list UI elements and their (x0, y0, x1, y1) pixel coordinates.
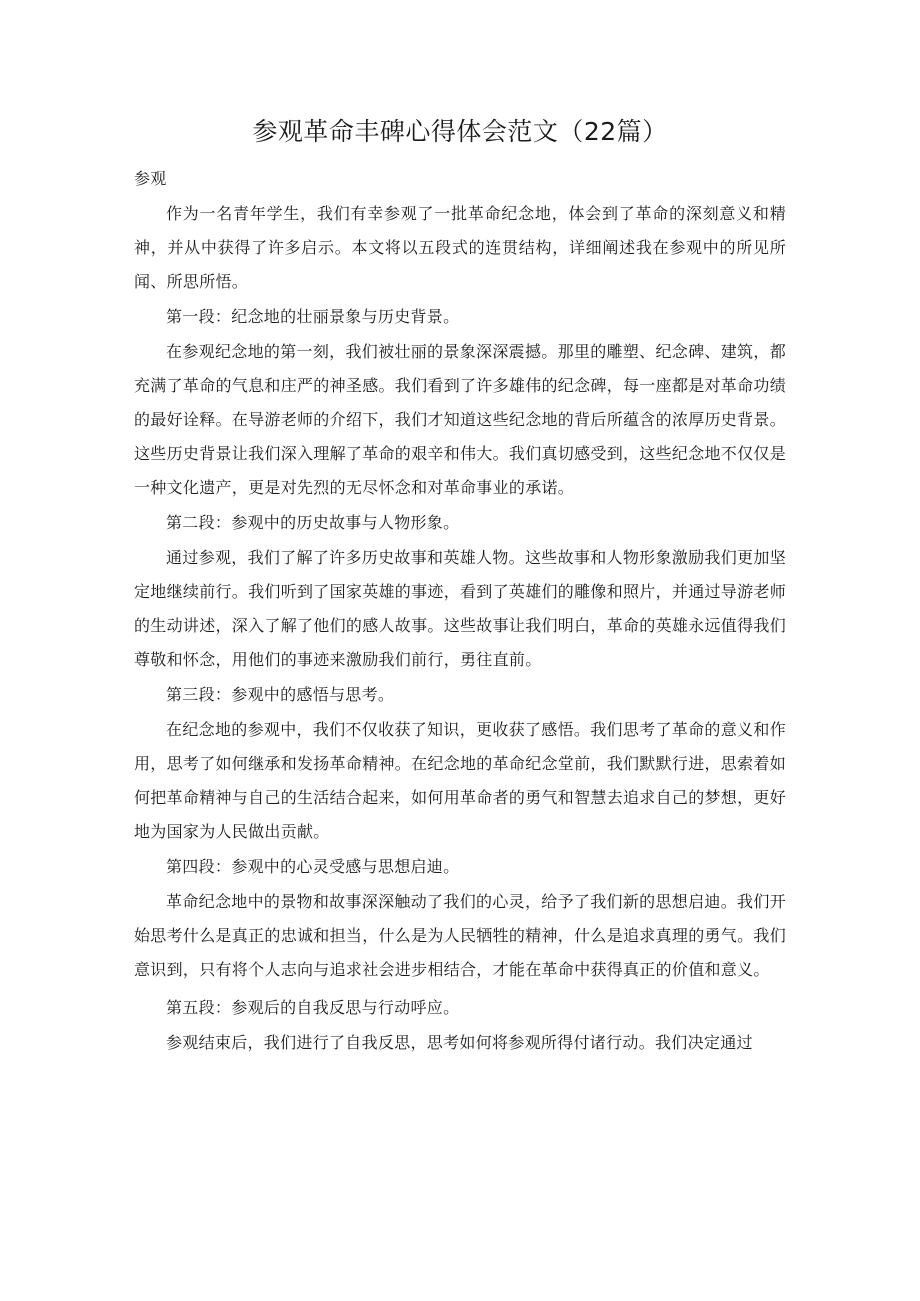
intro-paragraph: 作为一名青年学生，我们有幸参观了一批革命纪念地，体会到了革命的深刻意义和精神，并从中获得了许多启示。本文将以五段式的连贯结构，详细阐述我在参观中的所见所闻、所思所悟。 (134, 204, 786, 291)
section-paragraph-5: 参观结束后，我们进行了自我反思，思考如何将参观所得付诸行动。我们决定通过 (166, 1033, 753, 1052)
section-paragraph-3: 在纪念地的参观中，我们不仅收获了知识，更收获了感悟。我们思考了革命的意义和作用，思考了如何继承和发扬革命精神。在纪念地的革命纪念堂前，我们默默行进，思索着如何把革命精神与自己的生活结合起来，如何用革命者的勇气和智慧去追求自己的梦想，更好地为国家为人民做出贡献。 (134, 720, 787, 841)
intro-label: 参观 (134, 169, 167, 188)
section-heading-5: 第五段：参观后的自我反思与行动呼应。 (166, 998, 460, 1017)
section-heading-4: 第四段：参观中的心灵受感与思想启迪。 (166, 857, 460, 876)
section-paragraph-1: 在参观纪念地的第一刻，我们被壮丽的景象深深震撼。那里的雕塑、纪念碑、建筑，都充满了革命的气息和庄严的神圣感。我们看到了许多雄伟的纪念碑，每一座都是对革命功绩的最好诠释。在导游老师的介绍下，我们才知道这些纪念地的背后所蕴含的浓厚历史背景。这些历史背景让我们深入理解了革命的艰辛和伟大。我们真切感受到，这些纪念地不仅仅是一种文化遗产，更是对先烈的无尽怀念和对革命事业的承诺。 (134, 342, 787, 497)
document-title: 参观革命丰碑心得体会范文（22篇） (252, 117, 668, 146)
document-body (134, 162, 786, 1061)
section-heading-3: 第三段：参观中的感悟与思考。 (166, 685, 395, 704)
section-paragraph-4: 革命纪念地中的景物和故事深深触动了我们的心灵，给予了我们新的思想启迪。我们开始思考什么是真正的忠诚和担当，什么是为人民牺牲的精神，什么是追求真理的勇气。我们意识到，只有将个人志向与追求社会进步相结合，才能在革命中获得真正的价值和意义。 (134, 892, 787, 979)
section-paragraph-2: 通过参观，我们了解了许多历史故事和英雄人物。这些故事和人物形象激励我们更加坚定地继续前行。我们听到了国家英雄的事迹，看到了英雄们的雕像和照片，并通过导游老师的生动讲述，深入了解了他们的感人故事。这些故事让我们明白，革命的英雄永远值得我们尊敬和怀念，用他们的事迹来激励我们前行，勇往直前。 (134, 548, 787, 669)
section-heading-2: 第二段：参观中的历史故事与人物形象。 (166, 513, 460, 532)
section-heading-1: 第一段：纪念地的壮丽景象与历史背景。 (166, 307, 460, 326)
